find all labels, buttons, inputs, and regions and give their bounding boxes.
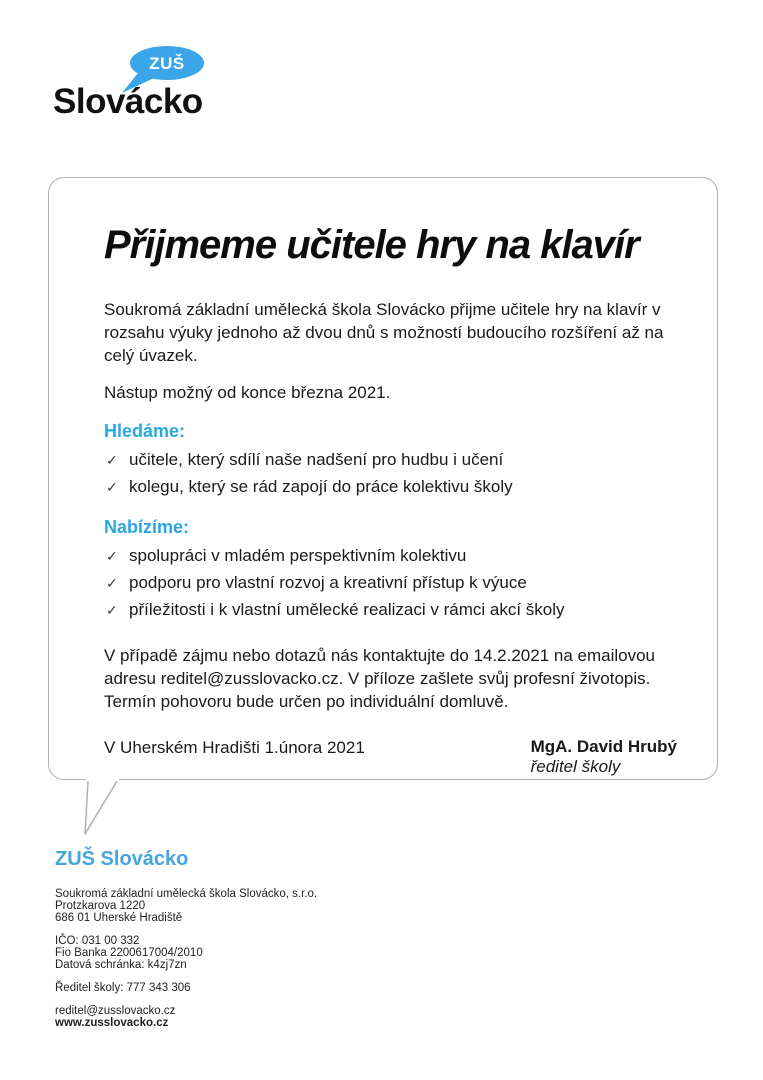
list-item: [106, 545, 677, 567]
signature-block: [531, 737, 677, 777]
footer-email-link[interactable]: reditel@zusslovacko.cz: [55, 1005, 176, 1017]
offering-list: [104, 545, 677, 621]
list-item: [106, 599, 677, 621]
list-item: [106, 476, 677, 498]
start-date-note: Nástup možný od konce března 2021.: [104, 383, 391, 402]
footer-address-group: [55, 888, 317, 924]
list-item-text: učitele, který sdílí naše nadšení pro hudbu i učení: [129, 450, 504, 469]
signature-name: MgA. David Hrubý: [530, 737, 677, 756]
footer: [55, 848, 317, 1040]
signature-role: ředitel školy: [530, 757, 621, 776]
looking-for-list: [104, 449, 677, 498]
list-item: [106, 572, 677, 594]
announcement-bubble: [48, 177, 718, 780]
section-heading-offering: Nabízíme:: [104, 517, 190, 537]
logo-bubble-label: ZUŠ: [149, 54, 185, 73]
check-icon: ✓: [106, 602, 118, 618]
footer-company: Soukromá základní umělecká škola Slovácko, s.r.o.: [55, 888, 318, 900]
check-icon: ✓: [106, 548, 118, 564]
intro-paragraph: Soukromá základní umělecká škola Slovácko přijme učitele hry na klavír v rozsahu výuky jednoho až dvou dnů s možností budoucího rozšíření až na celý úvazek.: [104, 300, 664, 365]
page-title: Přijmeme učitele hry na klavír: [104, 223, 639, 267]
list-item: [106, 449, 677, 471]
footer-databox: Datová schránka: k4zj7zn: [55, 959, 187, 971]
list-item-text: spolupráci v mladém perspektivním kolektivu: [129, 546, 467, 565]
footer-registration-group: [55, 935, 317, 971]
footer-city: 686 01 Uherské Hradiště: [55, 912, 183, 924]
footer-website-link[interactable]: www.zusslovacko.cz: [55, 1017, 169, 1029]
check-icon: ✓: [106, 575, 118, 591]
contact-paragraph: V případě zájmu nebo dotazů nás kontaktujte do 14.2.2021 na emailovou adresu reditel@zusslovacko.cz. V příloze zašlete svůj profesní životopis. Termín pohovoru bude určen po individuální domluvě.: [104, 646, 655, 711]
footer-phone-group: [55, 982, 317, 994]
announcement-content: [49, 178, 717, 779]
footer-ico: IČO: 031 00 332: [55, 935, 140, 947]
footer-phone: Ředitel školy: 777 343 306: [55, 982, 191, 994]
footer-school-name: ZUŠ Slovácko: [55, 848, 189, 870]
footer-bank: Fio Banka 2200617004/2010: [55, 947, 203, 959]
footer-street: Protzkarova 1220: [55, 900, 146, 912]
check-icon: ✓: [106, 452, 118, 468]
speech-bubble-tail: [70, 779, 130, 837]
list-item-text: podporu pro vlastní rozvoj a kreativní přístup k výuce: [129, 573, 527, 592]
signature-row: [104, 737, 677, 777]
footer-links-group: [55, 1005, 317, 1029]
check-icon: ✓: [106, 479, 118, 495]
place-and-date: V Uherském Hradišti 1.února 2021: [104, 738, 365, 757]
list-item-text: kolegu, který se rád zapojí do práce kolektivu školy: [129, 477, 513, 496]
section-heading-looking-for: Hledáme:: [104, 421, 186, 441]
list-item-text: příležitosti i k vlastní umělecké realizaci v rámci akcí školy: [129, 600, 565, 619]
logo-wordmark: Slovácko: [53, 82, 203, 121]
